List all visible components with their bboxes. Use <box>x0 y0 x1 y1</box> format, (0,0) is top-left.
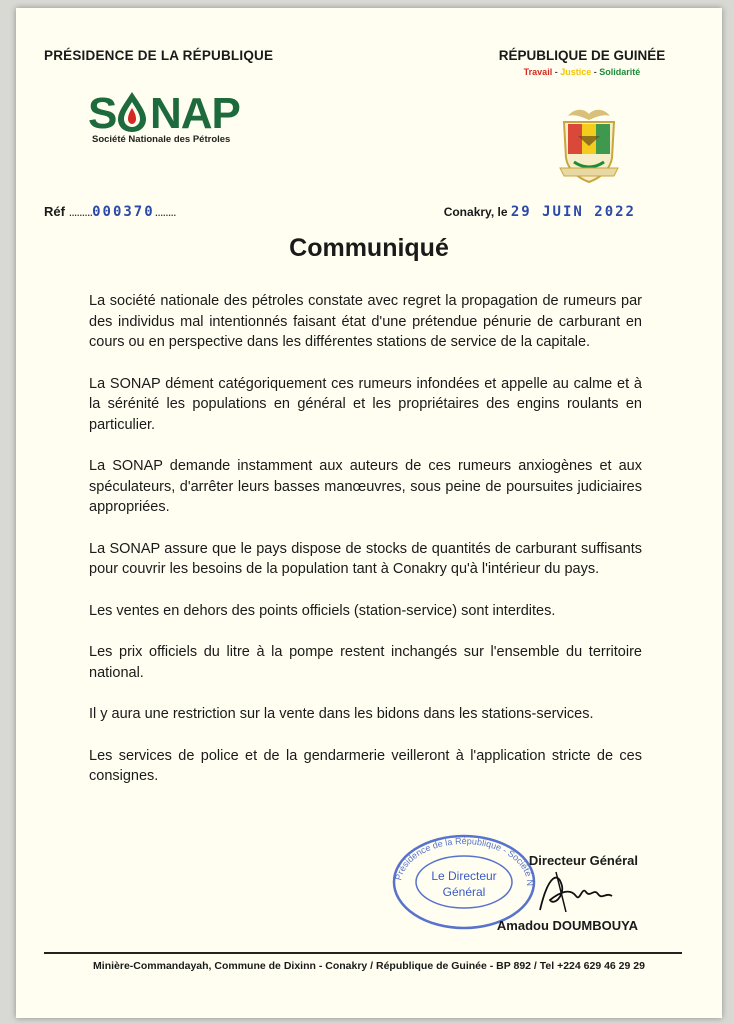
svg-text:S: S <box>88 89 117 136</box>
motto-travail: Travail <box>523 67 553 77</box>
ref-number-stamp: 000370 <box>92 204 155 220</box>
ref-label: Réf <box>44 204 65 219</box>
country-header <box>482 48 682 77</box>
national-motto <box>482 67 682 77</box>
seal-line-2: Général <box>442 885 486 899</box>
date-line <box>444 204 636 220</box>
sonap-logo <box>88 84 258 145</box>
date-place: Conakry, le <box>443 205 508 219</box>
oil-drop-icon <box>118 92 146 132</box>
footer-divider <box>44 952 682 954</box>
footer-address: Minière-Commandayah, Commune de Dixinn - Conakry / République de Guinée - BP 892 / Tel +224 629 46 29 29 <box>93 960 645 972</box>
paragraph: La SONAP dément catégoriquement ces rumeurs infondées et appelle au calme et à la sérénité les populations en général et les propriétaires des engins roulants en particulier. <box>89 375 642 433</box>
paragraph: La société nationale des pétroles constate avec regret la propagation de rumeurs par des individus mal intentionnés faisant état d'une prétendue pénurie de carburant en cours ou en perspective dans les différentes stations de service de la capitale. <box>89 293 642 350</box>
signatory-name: Amadou DOUMBOUYA <box>496 918 638 933</box>
guinea-coat-of-arms-icon <box>554 106 624 193</box>
motto-separator: - <box>554 67 558 77</box>
country-name: RÉPUBLIQUE DE GUINÉE <box>498 48 666 63</box>
motto-solidarite: Solidarité <box>599 67 641 77</box>
signatory-title: Directeur Général <box>528 853 638 868</box>
paragraph: Les prix officiels du litre à la pompe restent inchangés sur l'ensemble du territoire national. <box>89 644 642 681</box>
ref-dots: ......... <box>68 204 93 219</box>
paragraph: Les ventes en dehors des points officiels (station-service) sont interdites. <box>89 602 556 619</box>
date-stamp: 29 JUIN 2022 <box>510 204 636 220</box>
document-page <box>16 8 722 1018</box>
motto-separator: - <box>593 67 597 77</box>
communique-body <box>89 291 642 808</box>
presidency-header: PRÉSIDENCE DE LA RÉPUBLIQUE <box>44 48 274 63</box>
sonap-wordmark-icon <box>88 84 258 136</box>
svg-text:Présidence de la République -: Présidence de la République - Société N <box>393 835 536 887</box>
paragraph: Il y aura une restriction sur la vente dans les bidons dans les stations-services. <box>89 706 594 722</box>
paragraph: La SONAP demande instamment aux auteurs de ces rumeurs anxiogènes et aux spéculateurs, d'arrêter leurs basses manœuvres, sous peine de poursuites judiciaires appropriées. <box>89 458 642 515</box>
logo-subtitle: Société Nationale des Pétroles <box>92 134 231 145</box>
paragraph: Les services de police et de la gendarmerie veilleront à l'application stricte de ces consignes. <box>89 747 642 784</box>
seal-line-1: Le Directeur <box>431 869 497 883</box>
ref-dots: ........ <box>154 204 176 219</box>
svg-text:NAP: NAP <box>150 89 240 136</box>
handwritten-signature-icon <box>536 866 616 923</box>
reference-line <box>44 204 176 220</box>
paragraph: La SONAP assure que le pays dispose de stocks de quantités de carburant suffisants pour couvrir les besoins de la population tant à Conakry qu'à l'intérieur du pays. <box>89 540 642 577</box>
document-title: Communiqué <box>289 234 449 262</box>
motto-justice: Justice <box>560 67 592 77</box>
